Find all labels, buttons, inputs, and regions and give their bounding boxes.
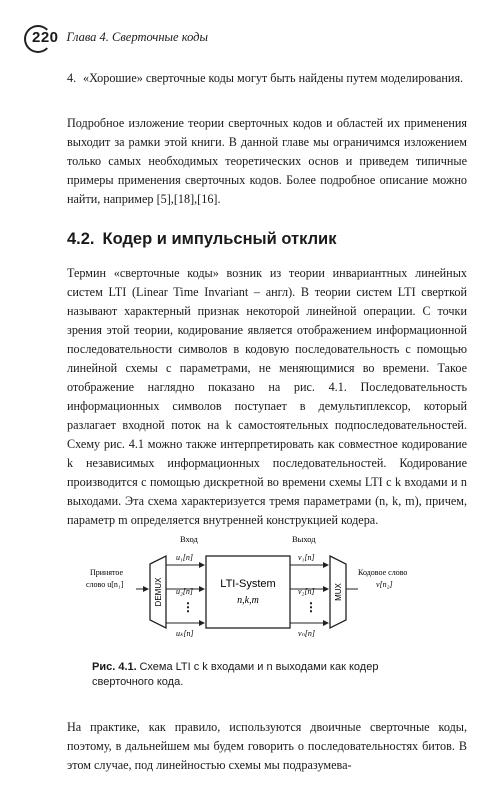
caption-text: Схема LTI с k входами и n выходами как кодер сверточного кода. bbox=[92, 661, 379, 688]
paragraph-intro: Подробное изложение теории сверточных кодов и областей их применения выходит за рамки этой книги. В данной главе мы ограничимся изложением только самых необходимых теоретических основ и приведем типичные примеры применения сверточных кодов. Более подробное описание можно найти, например [5],[18],[16]. bbox=[67, 116, 467, 206]
input-header: Вход bbox=[180, 534, 198, 544]
lti-system-title: LTI-System bbox=[220, 578, 276, 590]
figure-lti-diagram bbox=[86, 532, 426, 642]
output-dots: ⋮ bbox=[305, 600, 317, 614]
output-header: Выход bbox=[292, 534, 316, 544]
paragraph-practice: На практике, как правило, используются двоичные сверточные коды, поэтому, в дальнейшем мы будем говорить о последовательностях битов. В этом случае, под линейностью схемы мы подразумева- bbox=[67, 720, 467, 772]
list-item-4 bbox=[67, 69, 467, 88]
lti-system-params: n,k,m bbox=[237, 595, 259, 606]
section-number: 4.2. bbox=[67, 230, 95, 248]
list-item-text: «Хорошие» сверточные коды могут быть найдены путем моделирования. bbox=[83, 71, 464, 85]
u1-label: u₁[n] bbox=[176, 553, 194, 562]
lti-diagram-svg bbox=[86, 532, 426, 642]
caption-label: Рис. 4.1. bbox=[92, 661, 137, 673]
v1-label: v₁[n] bbox=[298, 553, 315, 562]
lti-system-block bbox=[206, 556, 290, 628]
mux-label: MUX bbox=[334, 583, 343, 601]
output-label-line1: Кодовое слово bbox=[358, 568, 408, 577]
section-title: Кодер и импульсный отклик bbox=[102, 230, 337, 248]
page-number: 220 bbox=[32, 28, 59, 46]
list-item-number: 4. bbox=[67, 71, 77, 85]
output-label-line2: v[n₂] bbox=[376, 580, 393, 589]
input-label-line1: Принятое bbox=[90, 568, 124, 577]
page-header bbox=[24, 24, 208, 50]
vn-label: vₙ[n] bbox=[298, 629, 315, 638]
u2-label: u₂[n] bbox=[176, 587, 194, 596]
input-dots: ⋮ bbox=[182, 600, 194, 614]
input-label-line2: слово u[n₁] bbox=[86, 580, 124, 589]
paragraph-definition: Термин «сверточные коды» возник из теории инвариантных линейных систем LTI (Linear Time Invariant – англ). В теории систем LTI сверткой называют характерный признак некоторой линейной операции. С точки зрения этой теории, кодирование является отображением информационной последовательности символов в кодовую последовательность с помощью линейной схемы с параметрами, не меняющимися во времени. Такое отображение наглядно показано на рис. 4.1. Последовательность информационных символов поступает в демультиплексор, который разлагает входной поток на k самостоятельных подпоследовательностей. Схему рис. 4.1 можно также интерпретировать как совместное кодирование k независимых информационных последовательностей. Кодирование производится с помощью дискретной во времени схемы LTI с k входами и n выходами. Эта схема характеризуется тремя параметрами (n, k, m), причем, параметр m определяется внутренней конструкцией кодера. bbox=[67, 266, 467, 527]
demux-label: DEMUX bbox=[154, 577, 163, 607]
v2-label: v₂[n] bbox=[298, 587, 315, 596]
uk-label: uₖ[n] bbox=[176, 629, 194, 638]
figure-caption bbox=[92, 660, 432, 690]
section-heading bbox=[67, 230, 336, 249]
chapter-title: Глава 4. Сверточные коды bbox=[66, 29, 208, 44]
